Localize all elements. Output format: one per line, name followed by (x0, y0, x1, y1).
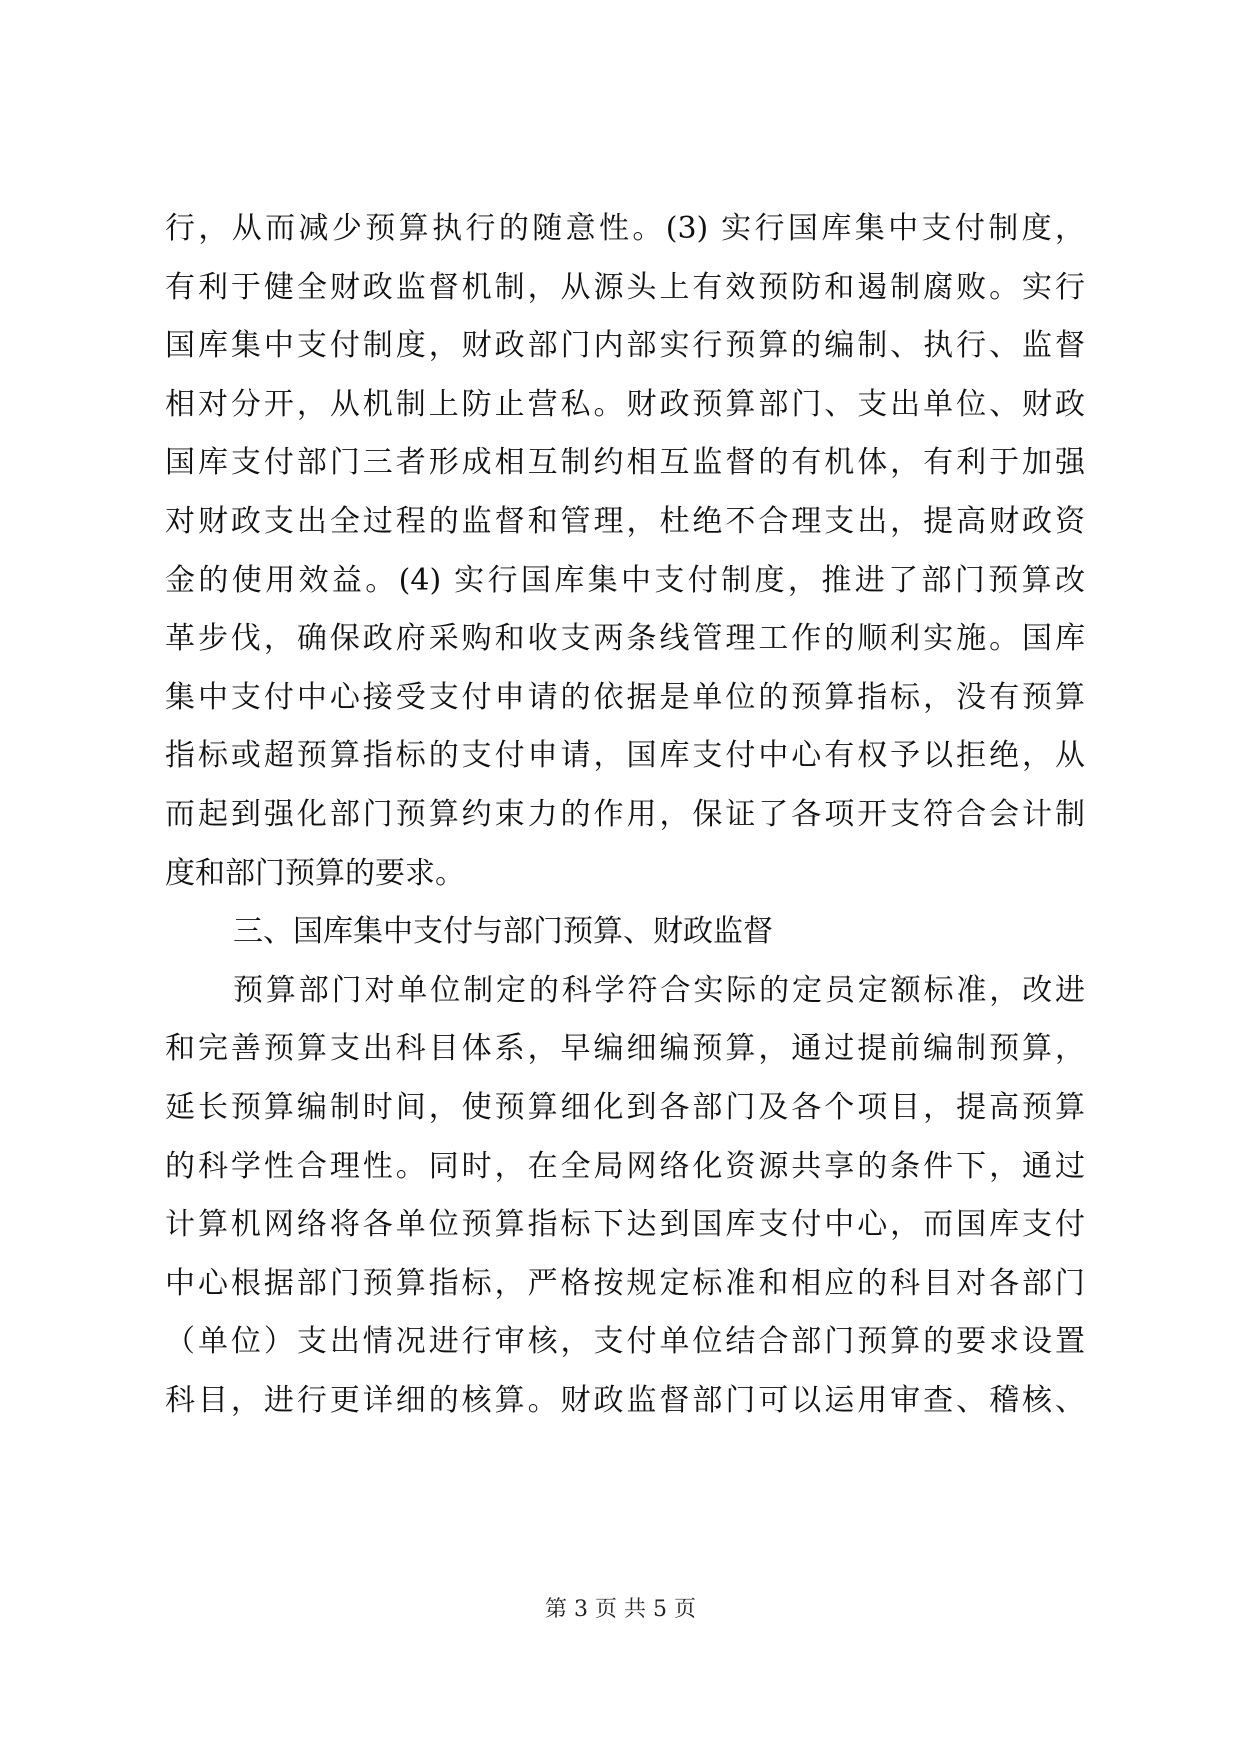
page-footer: 第 3 页 共 5 页 (545, 1597, 696, 1622)
text-line: 延长预算编制时间，使预算细化到各部门及各个项目，提高预算 (165, 1089, 1085, 1125)
text-line: 有利于健全财政监督机制，从源头上有效预防和遏制腐败。实行 (165, 269, 1085, 305)
text-line: 预算部门对单位制定的科学符合实际的定员定额标准，改进 (233, 972, 1085, 1008)
text-line: 行，从而减少预算执行的随意性。(3) 实行国库集中支付制度， (165, 211, 1085, 246)
text-line: 的科学性合理性。同时，在全局网络化资源共享的条件下，通过 (165, 1148, 1085, 1184)
text-line: 金的使用效益。(4) 实行国库集中支付制度，推进了部门预算改 (165, 562, 1085, 598)
text-line: 国库集中支付制度，财政部门内部实行预算的编制、执行、监督 (165, 328, 1085, 364)
text-line: 中心根据部门预算指标，严格按规定标准和相应的科目对各部门 (165, 1265, 1085, 1301)
text-line: 指标或超预算指标的支付申请，国库支付中心有权予以拒绝，从 (165, 738, 1085, 774)
section-heading: 三、国库集中支付与部门预算、财政监督 (233, 914, 773, 950)
text-line: 和完善预算支出科目体系，早编细编预算，通过提前编制预算， (165, 1031, 1085, 1067)
text-line: 度和部门预算的要求。 (165, 855, 465, 891)
body-text (165, 200, 1085, 1430)
text-line: 相对分开，从机制上防止营私。财政预算部门、支出单位、财政 (165, 386, 1085, 422)
text-line: 科目，进行更详细的核算。财政监督部门可以运用审查、稽核、 (165, 1382, 1085, 1418)
text-line: 革步伐，确保政府采购和收支两条线管理工作的顺利实施。国库 (165, 621, 1085, 657)
text-line: 计算机网络将各单位预算指标下达到国库支付中心，而国库支付 (165, 1207, 1085, 1243)
text-line: 对财政支出全过程的监督和管理，杜绝不合理支出，提高财政资 (165, 503, 1085, 539)
text-line: 国库支付部门三者形成相互制约相互监督的有机体，有利于加强 (165, 445, 1085, 481)
text-line: 集中支付中心接受支付申请的依据是单位的预算指标，没有预算 (165, 679, 1085, 715)
text-line: 而起到强化部门预算约束力的作用，保证了各项开支符合会计制 (165, 796, 1085, 832)
text-line: （单位）支出情况进行审核，支付单位结合部门预算的要求设置 (165, 1324, 1085, 1360)
